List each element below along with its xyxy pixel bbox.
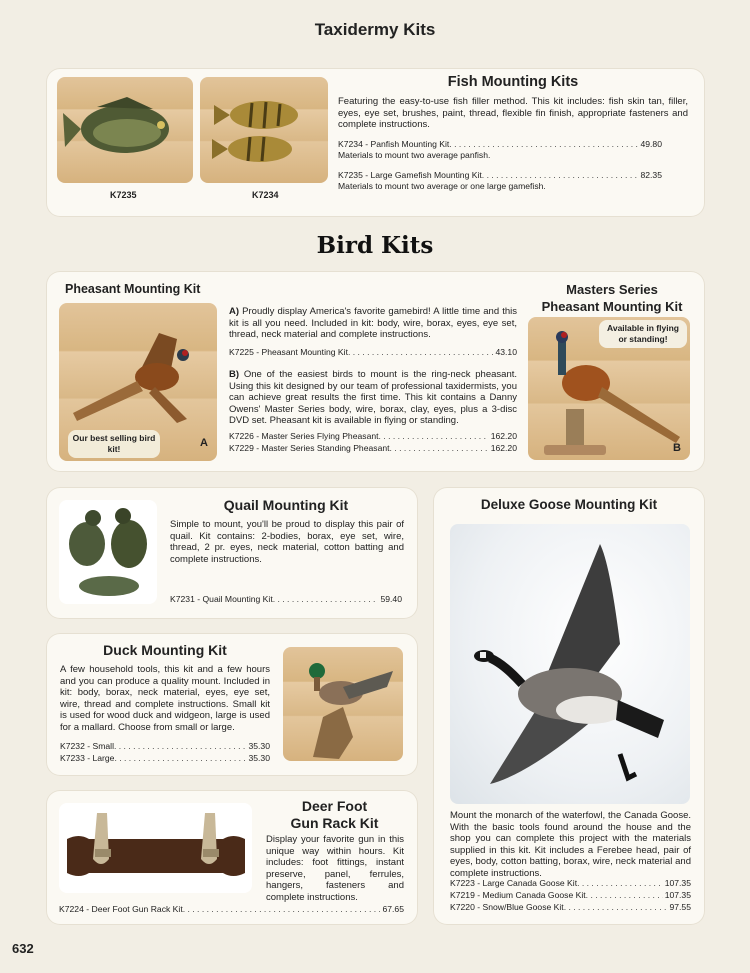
goose-kit-description: Mount the monarch of the waterfowl, the Canada Goose. With the basic tools found around the house and the shop you can complete this project with the materials supplied in this kit. Kit includes a Ferebee head, pair of eyes, body, cotton batting, borax, wire, neck material and complete instructions.	[450, 810, 691, 879]
quail-kit-title: Quail Mounting Kit	[223, 497, 349, 513]
deer-foot-gun-rack-photo	[59, 803, 252, 893]
quail-kit-description: Simple to mount, you'll be proud to display this pair of quail. Kit contains: 2-bodies, borax, eye set, wire, thread, 2 pr. eyes, neck material, cotton batting and complete instructions.	[170, 519, 404, 565]
fish-item-panfish: K7234 - Panfish Mounting Kit . . . 49.80	[338, 139, 662, 150]
fish-item-gamefish-note: Materials to mount two average or one large gamefish.	[338, 181, 546, 191]
pheasant-item-k7229: K7229 - Master Series Standing Pheasant . . . 162.20	[229, 443, 517, 454]
quail-item-k7231: K7231 - Quail Mounting Kit . . . 59.40	[170, 594, 402, 605]
best-selling-badge: Our best selling bird kit!	[68, 430, 160, 458]
fish-kits-description: Featuring the easy-to-use fish filler method. This kit includes: fish skin tan, filler, eyes, eye set, brushes, paint, thread, flexible fin finish, appropriate fasteners and complete instructions.	[338, 96, 688, 131]
flying-or-standing-badge: Available in flying or standing!	[599, 320, 687, 348]
pheasant-description-a: A) Proudly display America's favorite gamebird! A little time and this kit is all you need. Included in kit: body, wire, borax, eyes, eye set, thread, neck material and complete instructions.	[229, 306, 517, 341]
masters-series-title: Masters Series Pheasant Mounting Kit	[541, 282, 683, 314]
bird-kits-title: Bird Kits	[316, 232, 434, 259]
pheasant-kit-title: Pheasant Mounting Kit	[65, 282, 201, 296]
page-title: Taxidermy Kits	[314, 20, 436, 39]
fish-caption-k7235: K7235	[110, 190, 137, 200]
goose-item-k7219: K7219 - Medium Canada Goose Kit . . . 107.35	[450, 890, 691, 901]
goose-kit-title: Deluxe Goose Mounting Kit	[480, 497, 658, 512]
pheasant-item-k7226: K7226 - Master Series Flying Pheasant . . . 162.20	[229, 431, 517, 442]
pheasant-description-b: B) One of the easiest birds to mount is the ring-neck pheasant. Using this kit designed by our team of professional taxidermists, you can achieve great results the first time. This kit contains a Danny Owens' Master Series body, wire, borax, clay, eyes, plus a 3-disc DVD set. Pheasant kit is available in flying or standing.	[229, 369, 517, 427]
fish-caption-k7234: K7234	[252, 190, 279, 200]
fish-item-gamefish: K7235 - Large Gamefish Mounting Kit . . . 82.35	[338, 170, 662, 181]
duck-kit-description: A few household tools, this kit and a few hours and you can produce a quality mount. Included in kit: body, borax, neck material, eyes, eye set, wire, thread and complete instructions. Small kit is used for wood duck and widgeon, large is used for a mallard. Choose from small or large.	[60, 664, 270, 733]
fish-kits-title: Fish Mounting Kits	[447, 74, 579, 90]
pheasant-item-k7225: K7225 - Pheasant Mounting Kit . . . 43.10	[229, 347, 517, 358]
quail-pair-photo	[59, 500, 157, 604]
photo-letter-b: B	[673, 442, 681, 454]
duck-kit-title: Duck Mounting Kit	[103, 642, 227, 658]
goose-item-k7220: K7220 - Snow/Blue Goose Kit . . . 97.55	[450, 902, 691, 913]
gun-rack-kit-description: Display your favorite gun in this unique way within hours. Kit includes: foot fittings, instant preserve, panel, ferrules, hangers, fasteners and complete instructions.	[266, 834, 404, 903]
gun-rack-item-k7224: K7224 - Deer Foot Gun Rack Kit . . . 67.65	[59, 904, 404, 915]
canada-goose-photo	[450, 524, 690, 804]
duck-item-large: K7233 - Large . . . 35.30	[60, 753, 270, 764]
crappie-fish-photo	[57, 77, 193, 183]
photo-letter-a: A	[200, 437, 208, 449]
fish-item-panfish-note: Materials to mount two average panfish.	[338, 150, 491, 160]
duck-item-small: K7232 - Small . . . 35.30	[60, 741, 270, 752]
gun-rack-kit-title: Deer Foot Gun Rack Kit	[290, 798, 379, 831]
panfish-photo	[200, 77, 328, 183]
goose-item-k7223: K7223 - Large Canada Goose Kit . . . 107.35	[450, 878, 691, 889]
mallard-duck-photo	[283, 647, 403, 761]
page-number: 632	[12, 941, 34, 956]
